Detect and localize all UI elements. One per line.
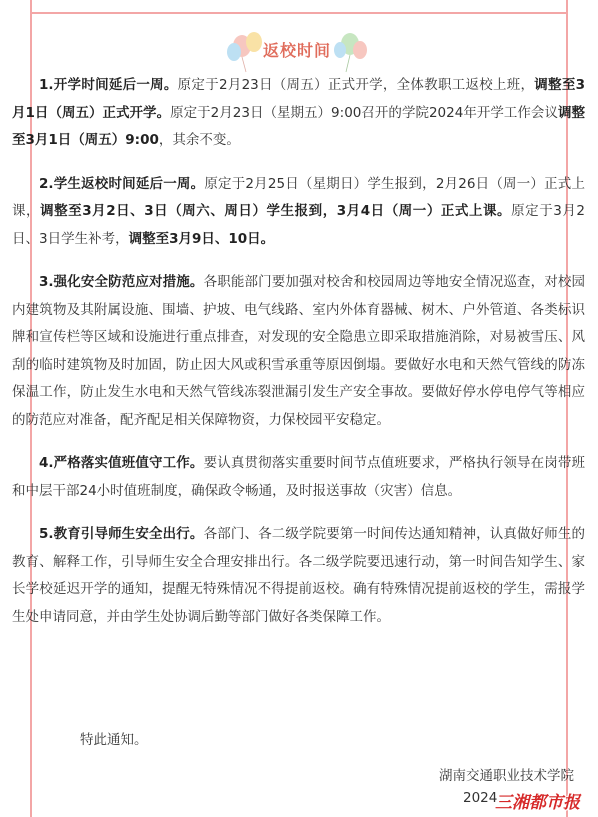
bold-text: 调整至3月1日（周五）9:00 — [12, 104, 585, 148]
bold-text: 1.开学时间延后一周。 — [39, 77, 178, 93]
bold-text: 4.严格落实值班值守工作。 — [39, 455, 204, 471]
watermark-logo: 三湘都市报 — [495, 793, 580, 813]
paragraph-1 — [12, 72, 585, 155]
bold-text: 3.强化安全防范应对措施。 — [39, 274, 204, 290]
closing-text: 特此通知。 — [80, 732, 148, 748]
page-title: 返校时间 — [262, 41, 331, 60]
paragraph-2 — [12, 171, 585, 254]
signature: 湖南交通职业技术学院 — [439, 768, 574, 784]
paragraph-3 — [12, 269, 585, 434]
bold-text: 调整至3月1日（周五）正式开学。 — [12, 77, 585, 121]
body-text: 各部门、各二级学院要第一时间传达通知精神，认真做好师生的教育、解释工作，引导师生安全合理安排出行。各二级学院要迅速行动，第一时间告知学生、家长学校延迟开学的通知，提醒无特殊情况不得提前返校。确有特殊情况提前返校的学生，需报学生处申请同意，并由学生处协调后勤等部门做好各类保障工作。 — [12, 526, 586, 625]
date-partial: 2024 — [463, 790, 498, 806]
bold-text: 调整至3月2日、3日（周六、周日）学生报到，3月4日（周一）正式上课。 — [40, 203, 512, 219]
bold-text: 5.教育引导师生安全出行。 — [39, 526, 204, 542]
body-text: 各职能部门要加强对校舍和校园周边等地安全情况巡查，对校园内建筑物及其附属设施、围墙、护坡、电气线路、室内外体育器械、树木、户外管道、各类标识牌和宣传栏等区域和设施进行重点排查，对发现的安全隐患立即采取措施消除，对易被雪压、风刮的临时建筑物及时加固，防止因大风或积雪承重等原因倒塌。要做好水电和天然气管线的防冻保温工作，防止发生水电和天然气管线冻裂泄漏引发生产安全事故。要做好停水停电停气等相应的防范应对准备，配齐配足相关保障物资，力保校园平安稳定。 — [12, 274, 586, 428]
body-text: 要认真贯彻落实重要时间节点值班要求，严格执行领导在岗带班和中层干部24小时值班制度，确保政令畅通，及时报送事故（灾害）信息。 — [12, 455, 586, 499]
bold-text: 2.学生返校时间延后一周。 — [39, 175, 205, 192]
frame-top-border — [30, 0, 568, 14]
body-text: 原定于3月2日、3日学生补考， — [12, 203, 586, 247]
paragraph-4 — [12, 450, 585, 505]
title-banner — [222, 28, 372, 76]
paragraph-5 — [12, 521, 585, 631]
body-text: ，其余不变。 — [158, 132, 240, 148]
bold-text: 调整至3月9日、10日。 — [128, 230, 275, 247]
notice-body — [12, 72, 585, 647]
body-text: 原定于2月25日（星期日）学生报到，2月26日（周一）正式上课， — [12, 175, 585, 219]
body-text: 原定于2月23日（星期五）9:00召开的学院2024年开学工作会议 — [170, 104, 558, 121]
body-text: 原定于2月23日（周五）正式开学，全体教职工返校上班， — [177, 77, 535, 93]
